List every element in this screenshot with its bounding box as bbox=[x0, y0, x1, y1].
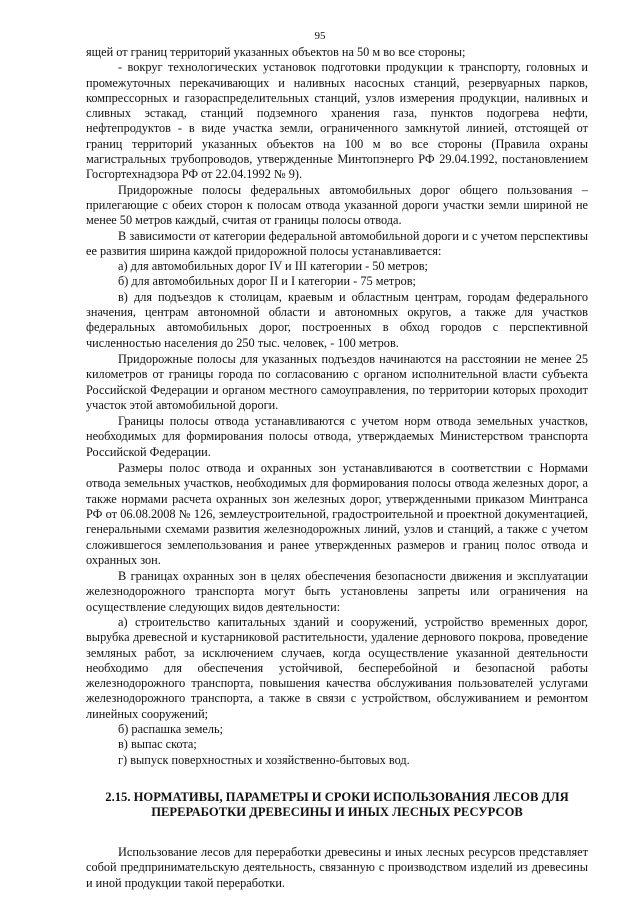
restriction-item-c: в) выпас скота; bbox=[118, 737, 197, 752]
list-item-b: б) для автомобильных дорог II и I категории - 75 метров; bbox=[118, 274, 416, 289]
paragraph-forest-use: Использование лесов для переработки древесины и иных лесных ресурсов представляет собой предпринимательскую деятельность, связанную с производством изделий из древесины и иной продукции такой переработки. bbox=[86, 844, 588, 890]
paragraph-protection-zones: Размеры полос отвода и охранных зон устанавливаются в соответствии с Нормами отвода земельных участков, необходимых для формирования полосы отвода железных дорог, а также нормами расчета охранных зон железных дорог, утвержденными приказом Минтранса РФ от 06.08.2008 № 126, землеустроительной, градостроительной и проектной документацией, генеральными схемами развития железнодорожных линий, узлов и станций, а также с учетом сложившегося землепользования и ранее утвержденных размеров и границ полос отвода и охранных зон. bbox=[86, 461, 588, 567]
list-item-a: а) для автомобильных дорог IV и III категории - 50 метров; bbox=[118, 259, 428, 274]
paragraph-roadside-strips: Придорожные полосы федеральных автомобильных дорог общего пользования – прилегающие с обеих сторон к полосам отвода указанной дороги участки земли шириной не менее 50 метров каждый, считая от границы полосы отвода. bbox=[86, 182, 588, 228]
paragraph-continuation: ящей от границ территорий указанных объектов на 50 м во все стороны; bbox=[86, 45, 466, 59]
paragraph-technological-installations: - вокруг технологических установок подготовки продукции к транспорту, головных и промежуточных перекачивающих и наливных насосных станций, резервуарных парков, компрессорных и газораспределительных станций, узлов измерения продукции, наливных и сливных эстакад, станций подземного хранения газа, пунктов подогрева нефти, нефтепродуктов - в виде участка земли, ограниченного замкнутой линией, отстоящей от границ территорий указанных объектов на 100 м во все стороны (Правила охраны магистральных трубопроводов, утвержденные Минтопэнерго РФ 29.04.1992, постановлением Госгортехнадзора РФ от 22.04.1992 № 9). bbox=[86, 60, 588, 182]
paragraph-approaches: Придорожные полосы для указанных подъездов начинаются на расстоянии не менее 25 километров от границы города по согласованию с органом исполнительной власти субъекта Российской Федерации и органом местного самоуправления, по территории которых проходит участок этой автомобильной дороги. bbox=[86, 351, 588, 412]
section-heading: 2.15. НОРМАТИВЫ, ПАРАМЕТРЫ И СРОКИ ИСПОЛЬЗОВАНИЯ ЛЕСОВ ДЛЯ ПЕРЕРАБОТКИ ДРЕВЕСИНЫ И ИНЫХ ЛЕСНЫХ РЕСУРСОВ bbox=[105, 789, 569, 820]
page-number: 95 bbox=[314, 30, 326, 42]
list-item-c: в) для подъездов к столицам, краевым и областным центрам, городам федерального значения, центрам автономной области и автономных округов, а также для участков федеральных автомобильных дорог, построенных в обход городов с перспективной численностью населения до 250 тыс. человек, - 100 метров. bbox=[86, 289, 588, 350]
restriction-item-d: г) выпуск поверхностных и хозяйственно-бытовых вод. bbox=[118, 752, 410, 767]
paragraph-right-of-way: Границы полосы отвода устанавливаются с учетом норм отвода земельных участков, необходимых для формирования полосы отвода, утверждаемых Министерством транспорта Российской Федерации. bbox=[86, 414, 588, 459]
restriction-item-a: а) строительство капитальных зданий и сооружений, устройство временных дорог, вырубка древесной и кустарниковой растительности, удаление дернового покрова, проведение земляных работ, за исключением случаев, когда осуществление указанной деятельности необходимо для обеспечения устойчивой, бесперебойной и безопасной работы железнодорожного транспорта, повышения качества обслуживания пользователей услугами железнодорожного транспорта, а также в связи с устройством, обслуживанием и ремонтом линейных сооружений; bbox=[86, 614, 588, 721]
paragraph-road-category: В зависимости от категории федеральной автомобильной дороги и с учетом перспективы ее развития ширина каждой придорожной полосы устанавливается: bbox=[86, 228, 588, 258]
restriction-item-b: б) распашка земель; bbox=[118, 722, 224, 737]
page-body bbox=[86, 45, 588, 891]
paragraph-restrictions: В границах охранных зон в целях обеспечения безопасности движения и эксплуатации железнодорожного транспорта могут быть установлены запреты или ограничения на осуществление следующих видов деятельности: bbox=[86, 569, 588, 614]
